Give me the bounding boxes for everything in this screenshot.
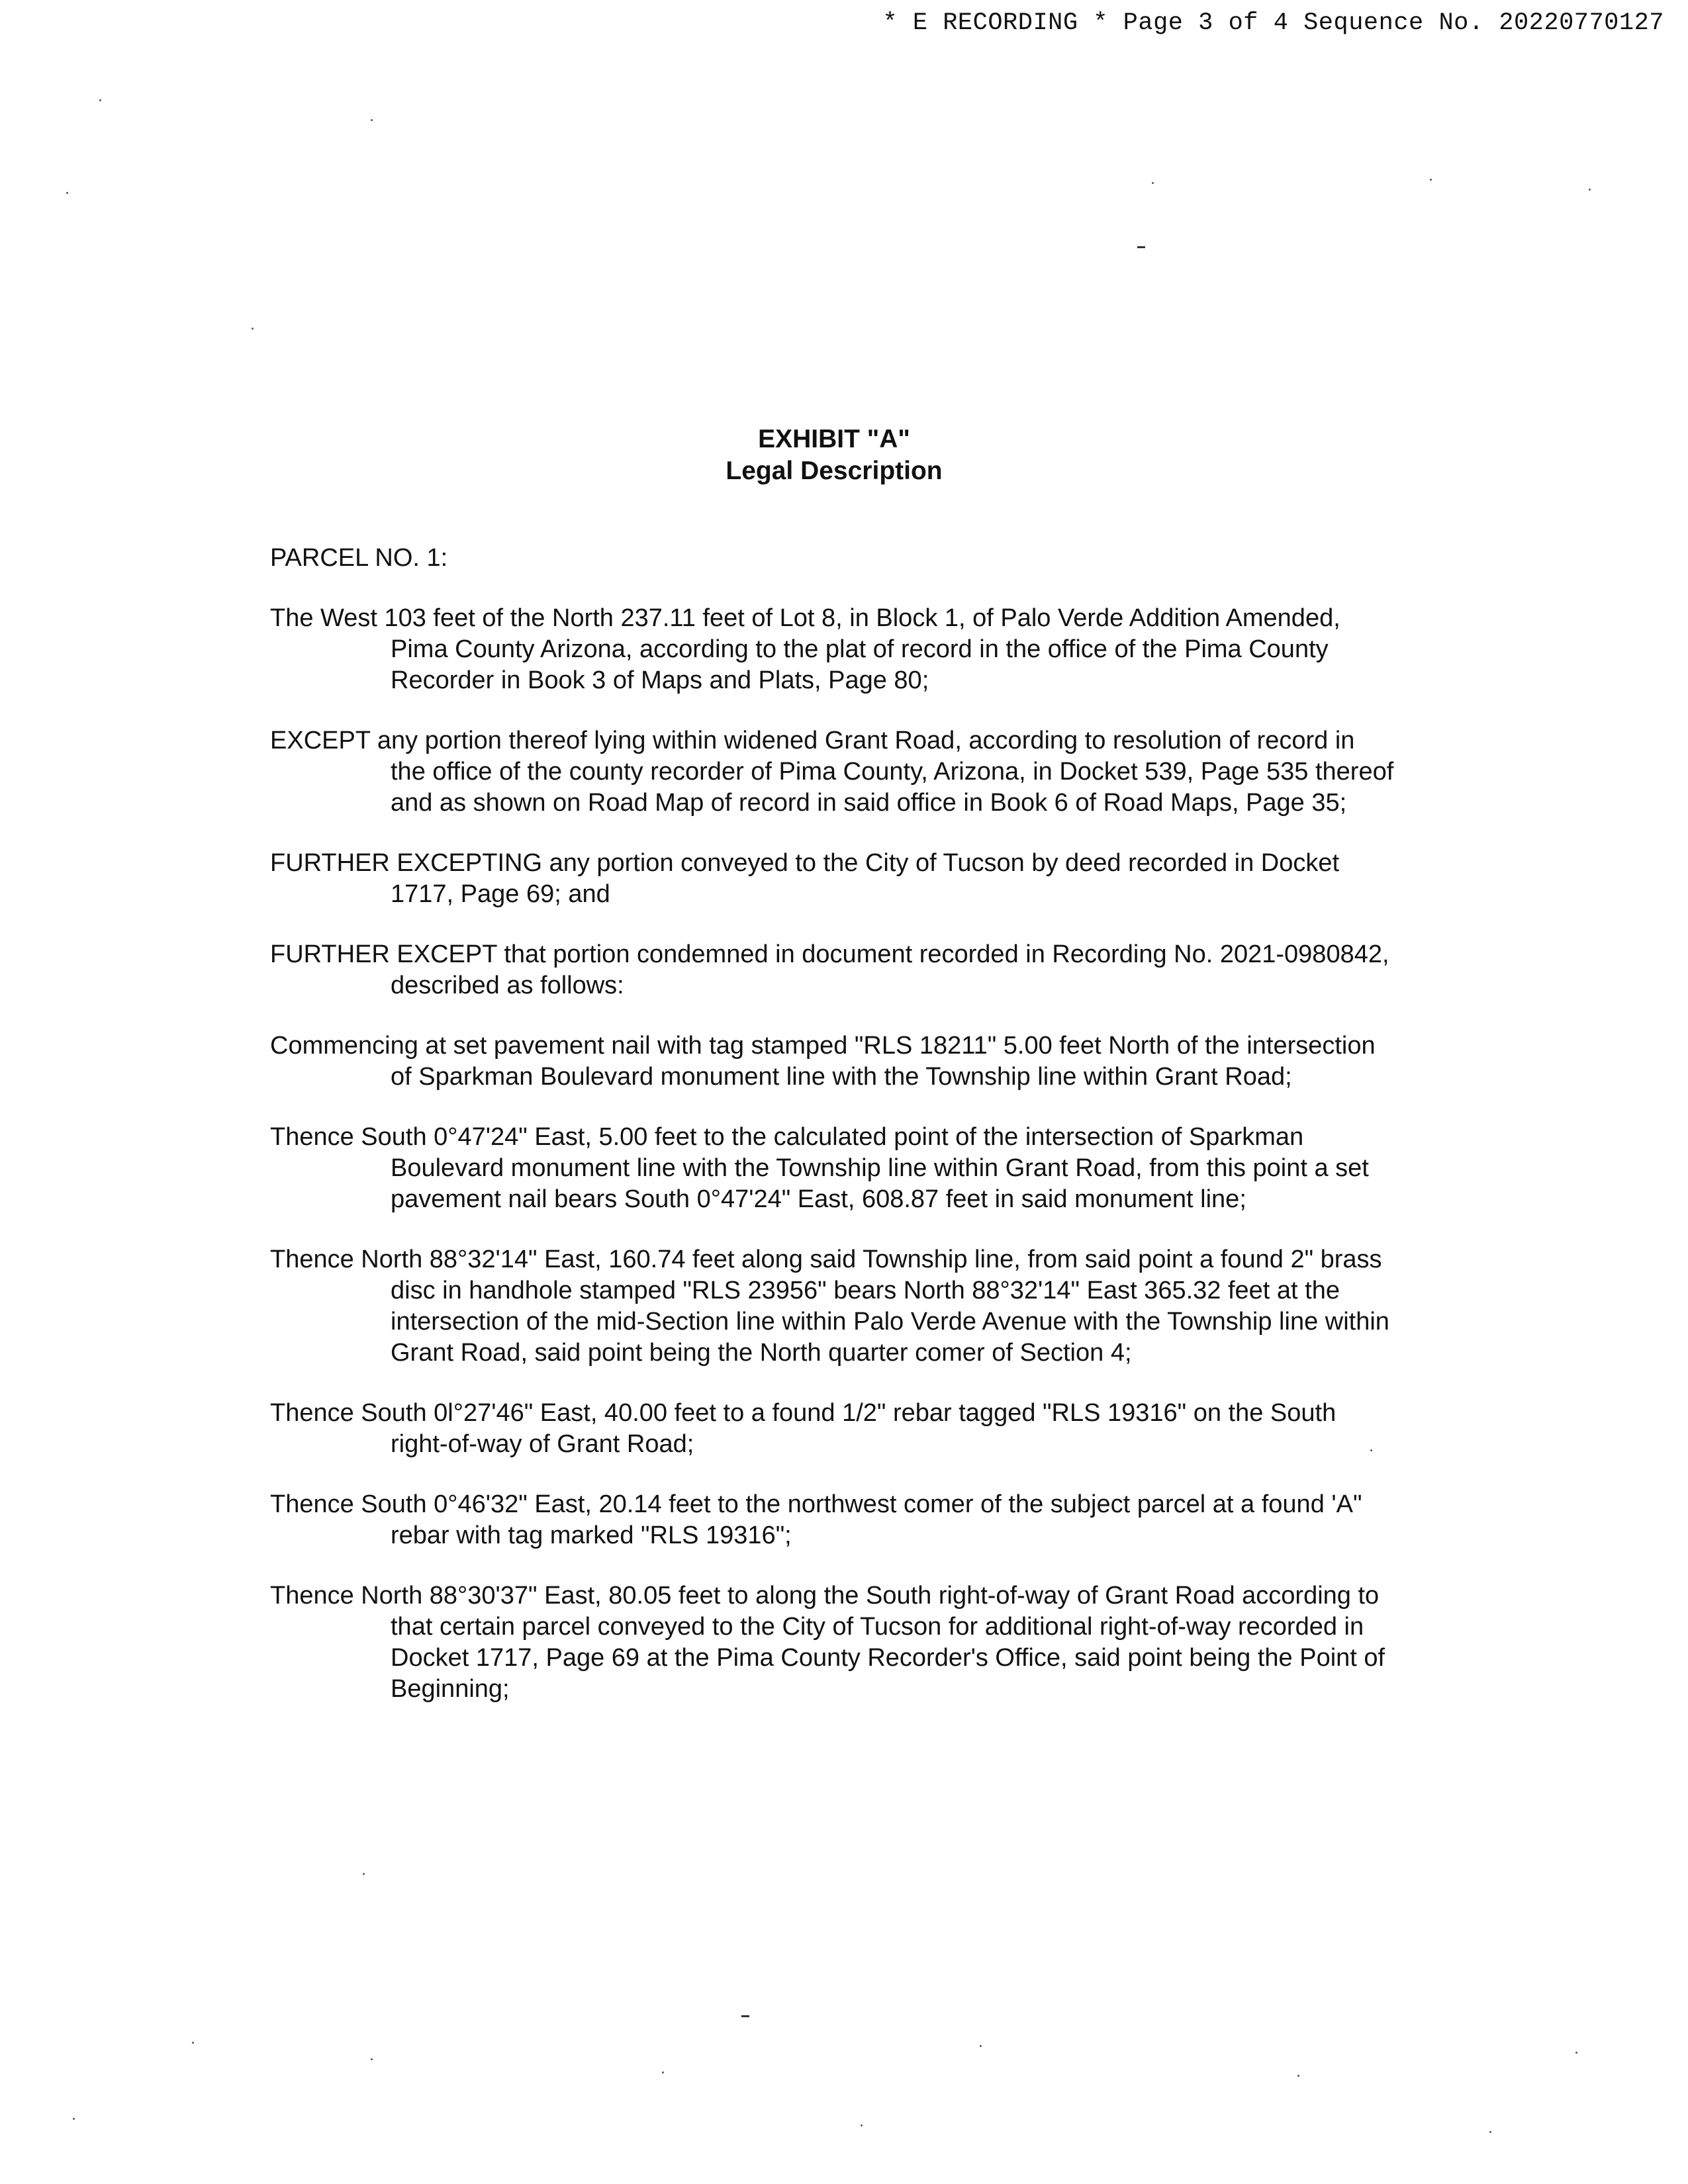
scan-speck (1589, 189, 1591, 191)
scan-speck (1489, 2131, 1491, 2133)
recording-header: * E RECORDING * Page 3 of 4 Sequence No. 20220770127 (882, 9, 1664, 37)
paragraph-thence-south-3: Thence South 0°46'32" East, 20.14 feet to the northwest comer of the subject parcel at a found 'A" rebar with tag marked "RLS 19316"; (270, 1490, 1362, 1549)
paragraph-lot-description: The West 103 feet of the North 237.11 feet of Lot 8, in Block 1, of Palo Verde Addition Amended, Pima County Arizona, according to the plat of record in the office of the Pima County Recorder in Book 3 of Maps and Plats, Page 80; (270, 604, 1340, 694)
paragraph-further-excepting: FURTHER EXCEPTING any portion conveyed to the City of Tucson by deed recorded in Docket 1717, Page 69; and (270, 849, 1340, 908)
scan-speck (1575, 2052, 1577, 2054)
paragraph-thence-south-2: Thence South 0l°27'46" East, 40.00 feet to a found 1/2" rebar tagged "RLS 19316" on the South right-of-way of Grant Road; (270, 1399, 1336, 1458)
paragraph-thence-south-1: Thence South 0°47'24" East, 5.00 feet to the calculated point of the intersection of Sparkman Boulevard monument line with the Township line within Grant Road, from this point a set pavement nail bears South 0°47'24" East, 608.87 feet in said monument line; (270, 1123, 1369, 1213)
scan-speck (73, 2118, 75, 2120)
scan-speck (861, 2124, 863, 2126)
scan-speck (1430, 179, 1432, 181)
scan-mark (1137, 246, 1145, 248)
scan-speck (1152, 182, 1154, 184)
paragraph-thence-north-1: Thence North 88°32'14" East, 160.74 feet along said Township line, from said point a found 2" brass disc in handhole stamped "RLS 23956" bears North 88°32'14" East 365.32 feet at the intersection of the mid-Section line within Palo Verde Avenue with the Township line within Grant Road, said point being the North quarter comer of Section 4; (270, 1246, 1389, 1367)
scan-speck (371, 119, 373, 121)
scan-speck (980, 2045, 982, 2047)
scan-speck (371, 2058, 373, 2060)
paragraph-further-except-condemned: FURTHER EXCEPT that portion condemned in document recorded in Recording No. 2021-0980842, described as follows: (270, 940, 1389, 999)
scan-mark (741, 2015, 749, 2017)
paragraph-commencing: Commencing at set pavement nail with tag stamped "RLS 18211" 5.00 feet North of the intersection of Sparkman Boulevard monument line with the Township line within Grant Road; (270, 1032, 1376, 1091)
scan-speck (252, 328, 254, 330)
scan-speck (192, 2042, 194, 2044)
scan-speck (66, 192, 68, 194)
scan-speck (662, 2071, 664, 2073)
exhibit-heading (0, 424, 1668, 487)
scan-speck (1297, 2075, 1299, 2077)
exhibit-title: EXHIBIT "A" (758, 425, 910, 453)
exhibit-subtitle: Legal Description (726, 457, 943, 485)
paragraph-except-grant-road: EXCEPT any portion thereof lying within widened Grant Road, according to resolution of record in the office of the county recorder of Pima County, Arizona, in Docket 539, Page 535 thereof and as shown on Road Map of record in said office in Book 6 of Road Maps, Page 35; (270, 727, 1394, 817)
parcel-heading: PARCEL NO. 1: (270, 544, 448, 572)
legal-description-body (270, 543, 1395, 1734)
scan-speck (1370, 1449, 1372, 1451)
scan-speck (363, 1873, 365, 1875)
paragraph-thence-north-2: Thence North 88°30'37" East, 80.05 feet to along the South right-of-way of Grant Road according to that certain parcel conveyed to the City of Tucson for additional right-of-way recorded in Docket 1717, Page 69 at the Pima County Recorder's Office, said point being the Point of Beginning; (270, 1582, 1385, 1703)
scan-speck (99, 99, 101, 101)
